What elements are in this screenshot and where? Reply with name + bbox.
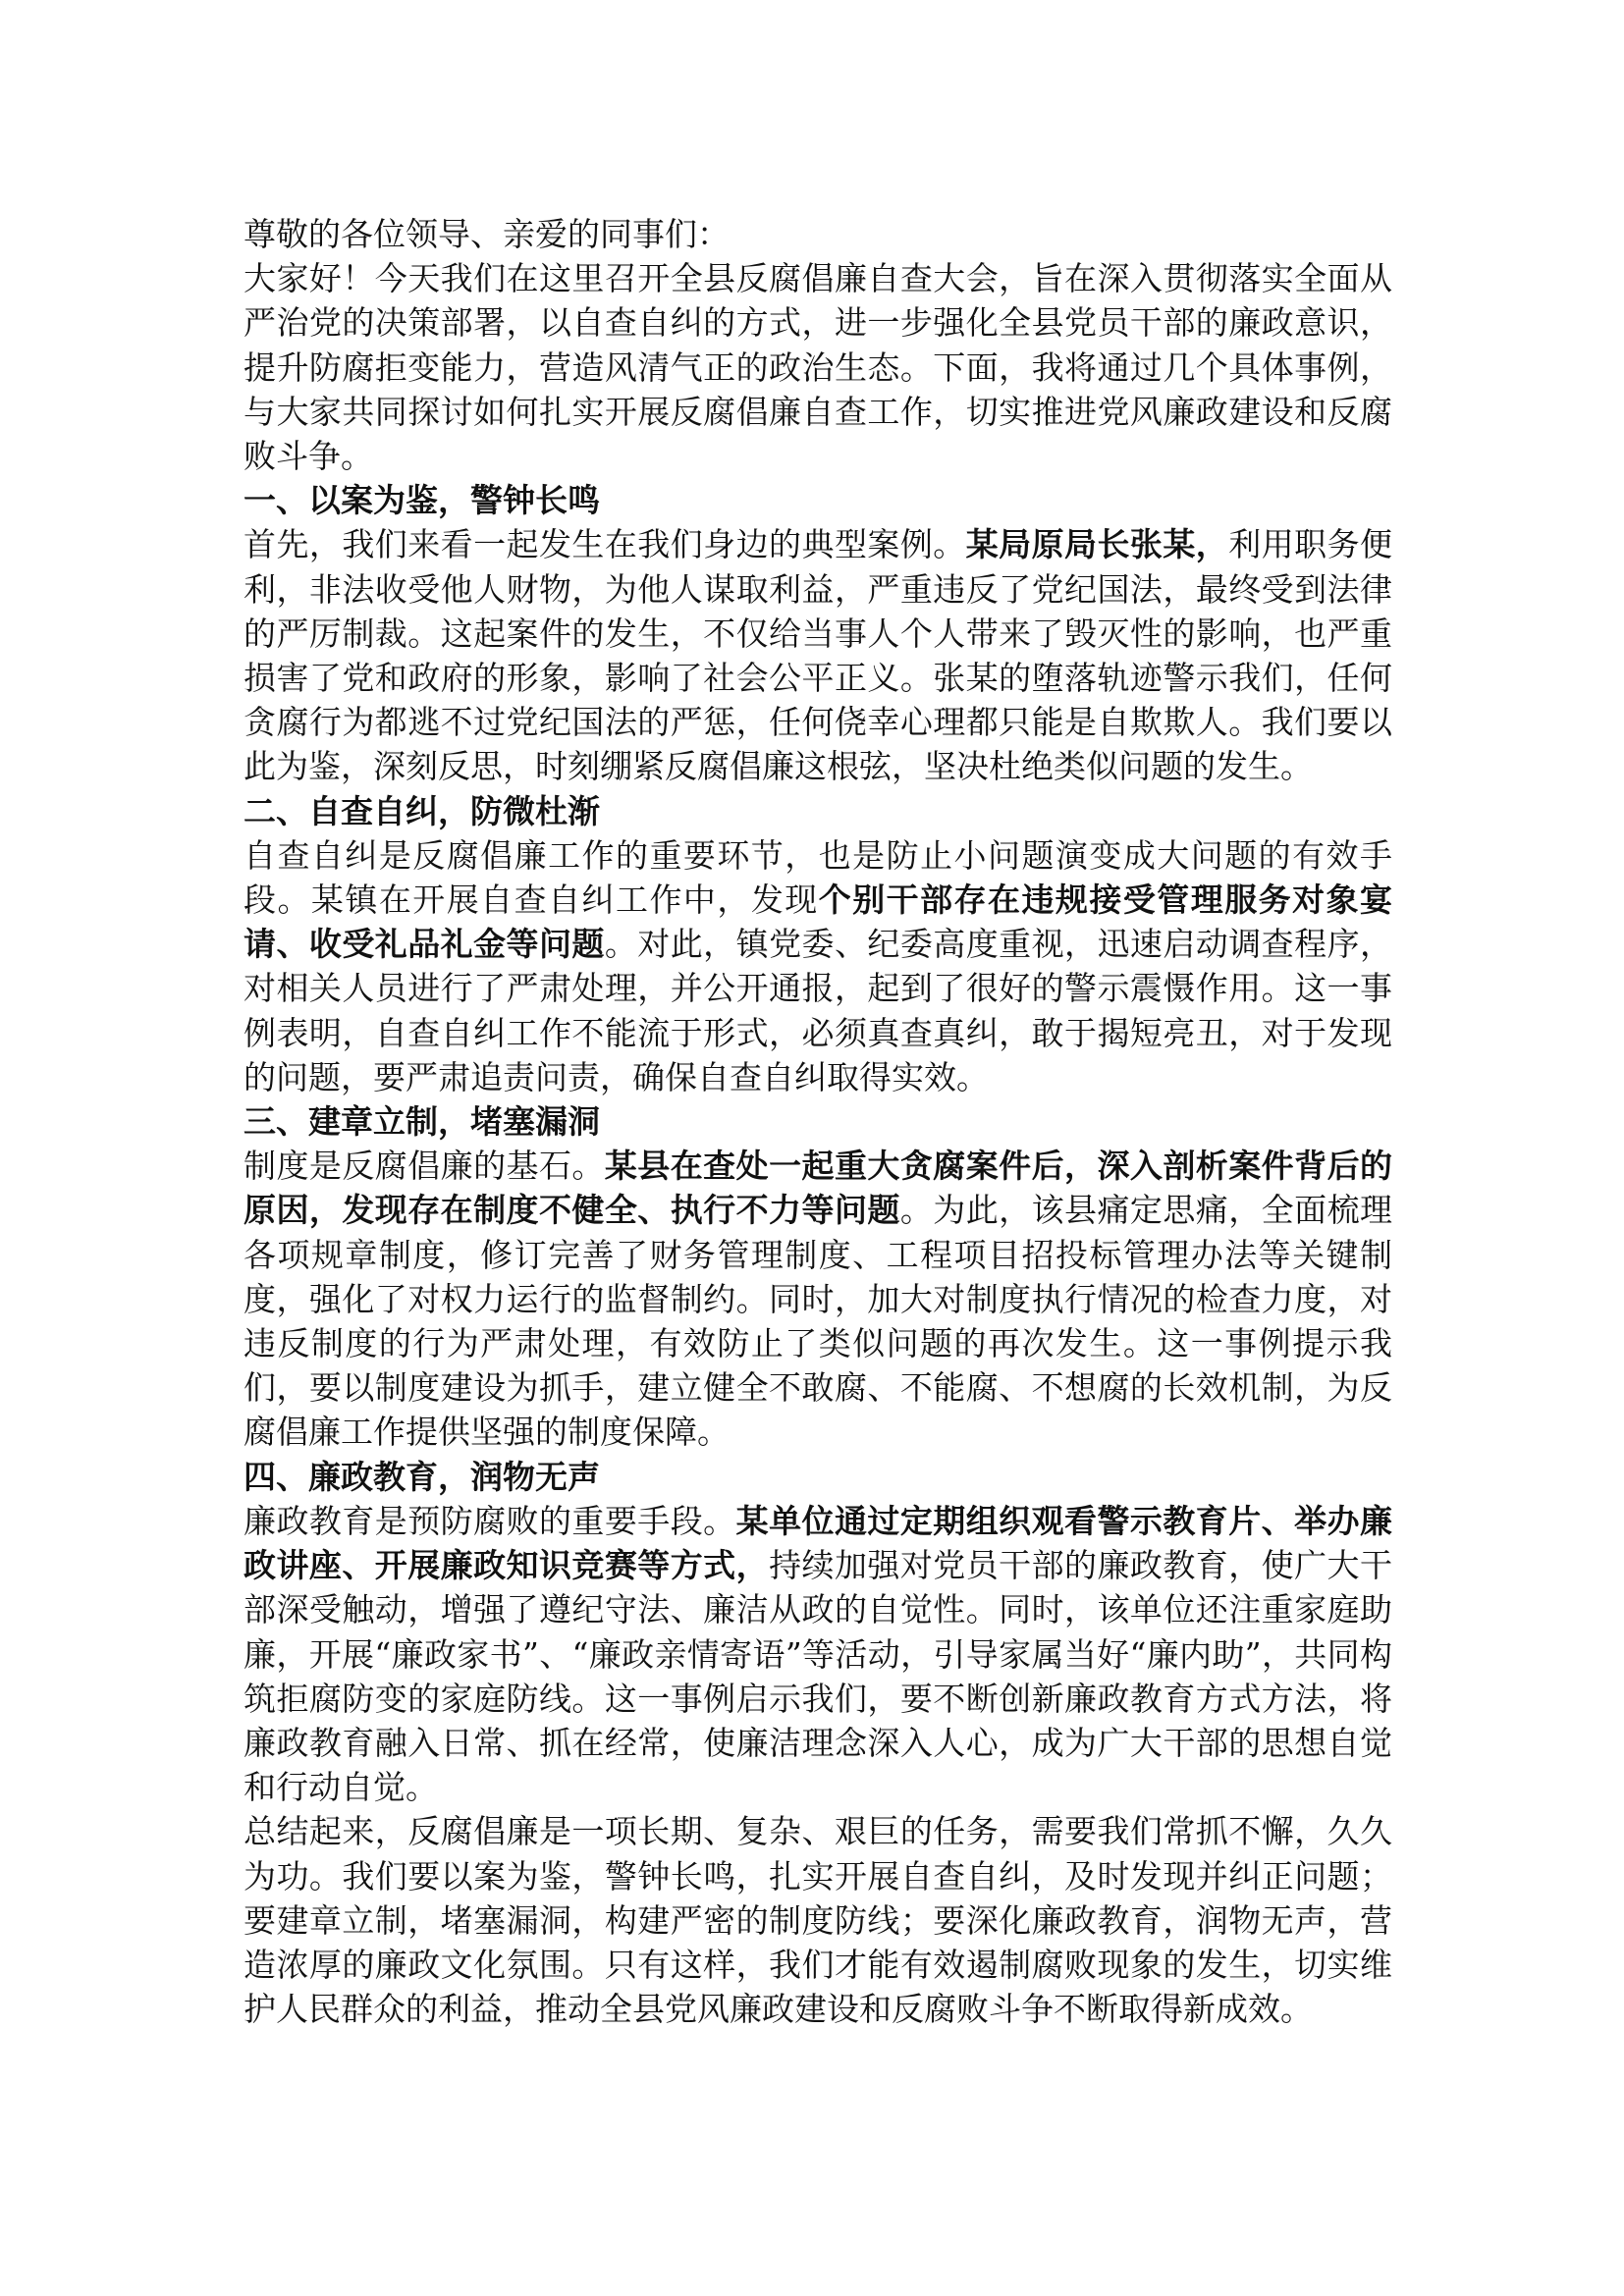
section-4-text-a: 廉政教育是预防腐败的重要手段。 [244, 1501, 736, 1540]
section-1-text-a: 首先，我们来看一起发生在我们身边的典型案例。 [244, 525, 966, 564]
section-1-bold-text: 某局原局长张某， [965, 525, 1229, 564]
section-2-text-a: 自查自纠是反腐倡廉工作的重要环节，也是防止小问题演变成大问题的有效手段。某镇在开展自查自纠工作中，发现 [244, 835, 1392, 920]
document-body [244, 212, 1392, 2031]
section-2-bold-text: 个别干部存在违规接受管理服务对象宴请、收受礼品礼金等问题 [244, 881, 1393, 964]
section-2-paragraph [244, 833, 1392, 1099]
section-1-paragraph [244, 522, 1392, 788]
section-4-text-b: 持续加强对党员干部的廉政教育，使广大干部深受触动，增强了遵纪守法、廉洁从政的自觉性。同时，该单位还注重家庭助廉，开展“廉政家书”、“廉政亲情寄语”等活动，引导家属当好“廉内助”，共同构筑拒腐防变的家庭防线。这一事例启示我们，要不断创新廉政教育方式方法，将廉政教育融入日常、抓在经常，使廉洁理念深入人心，成为广大干部的思想自觉和行动自觉。 [244, 1546, 1393, 1807]
section-1-heading: 一、以案为鉴，警钟长鸣 [244, 481, 600, 520]
section-4-paragraph [244, 1499, 1392, 1809]
section-3-paragraph [244, 1144, 1392, 1454]
salutation: 尊敬的各位领导、亲爱的同事们： [244, 215, 730, 253]
intro-paragraph: 大家好！今天我们在这里召开全县反腐倡廉自查大会，旨在深入贯彻落实全面从严治党的决策部署，以自查自纠的方式，进一步强化全县党员干部的廉政意识，提升防腐拒变能力，营造风清气正的政治生态。下面，我将通过几个具体事例，与大家共同探讨如何扎实开展反腐倡廉自查工作，切实推进党风廉政建设和反腐败斗争。 [244, 259, 1392, 476]
section-3-heading: 三、建章立制，堵塞漏洞 [244, 1102, 600, 1142]
section-3-bold-text: 某县在查处一起重大贪腐案件后，深入剖析案件背后的原因，发现存在制度不健全、执行不力等问题 [244, 1147, 1393, 1230]
section-3-text-b: 。为此，该县痛定思痛，全面梳理各项规章制度，修订完善了财务管理制度、工程项目招投标管理办法等关键制度，强化了对权力运行的监督制约。同时，加大对制度执行情况的检查力度，对违反制度的行为严肃处理，有效防止了类似问题的再次发生。这一事例提示我们，要以制度建设为抓手，建立健全不敢腐、不能腐、不想腐的长效机制，为反腐倡廉工作提供坚强的制度保障。 [244, 1191, 1393, 1452]
section-2-heading: 二、自查自纠，防微杜渐 [244, 791, 600, 830]
section-4-heading: 四、廉政教育，润物无声 [244, 1457, 600, 1496]
section-2-text-b: 。对此，镇党委、纪委高度重视，迅速启动调查程序，对相关人员进行了严肃处理，并公开通报，起到了很好的警示震慑作用。这一事例表明，自查自纠工作不能流于形式，必须真查真纠，敢于揭短亮丑，对于发现的问题，要严肃追责问责，确保自查自纠取得实效。 [244, 925, 1393, 1096]
section-3-text-a: 制度是反腐倡廉的基石。 [244, 1147, 605, 1186]
section-1-text-b: 利用职务便利，非法收受他人财物，为他人谋取利益，严重违反了党纪国法，最终受到法律的严厉制裁。这起案件的发生，不仅给当事人个人带来了毁灭性的影响，也严重损害了党和政府的形象，影响了社会公平正义。张某的堕落轨迹警示我们，任何贪腐行为都逃不过党纪国法的严惩，任何侥幸心理都只能是自欺欺人。我们要以此为鉴，深刻反思，时刻绷紧反腐倡廉这根弦，坚决杜绝类似问题的发生。 [244, 525, 1393, 786]
section-4-bold-text: 某单位通过定期组织观看警示教育片、举办廉政讲座、开展廉政知识竞赛等方式， [244, 1501, 1393, 1585]
conclusion-paragraph: 总结起来，反腐倡廉是一项长期、复杂、艰巨的任务，需要我们常抓不懈，久久为功。我们要以案为鉴，警钟长鸣，扎实开展自查自纠，及时发现并纠正问题；要建章立制，堵塞漏洞，构建严密的制度防线；要深化廉政教育，润物无声，营造浓厚的廉政文化氛围。只有这样，我们才能有效遏制腐败现象的发生，切实维护人民群众的利益，推动全县党风廉政建设和反腐败斗争不断取得新成效。 [244, 1812, 1392, 2029]
